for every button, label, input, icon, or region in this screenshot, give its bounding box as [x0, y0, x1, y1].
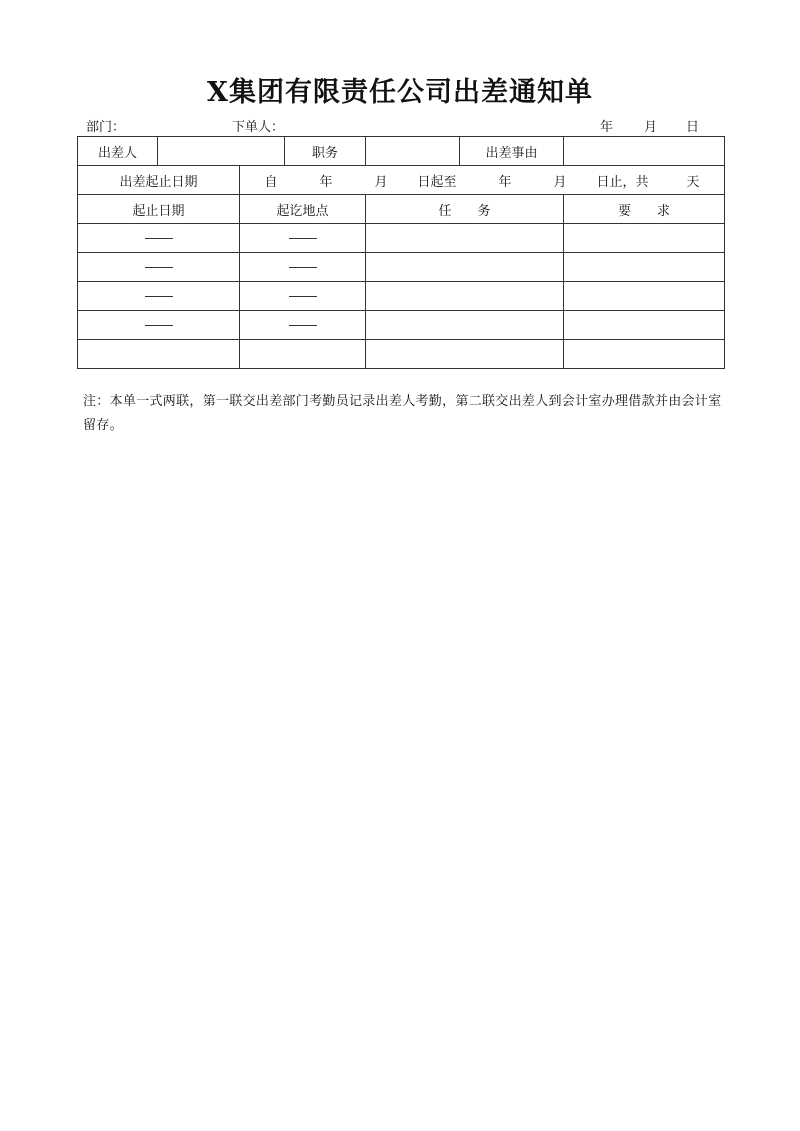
traveler-row [78, 137, 725, 166]
itinerary-row [78, 224, 725, 253]
period-day-end: 日止，共 [596, 174, 649, 190]
itinerary-header-row [78, 195, 725, 224]
places-cell[interactable] [240, 253, 366, 282]
period-value-cell[interactable] [240, 166, 725, 195]
dash-line [145, 238, 173, 239]
col-dates-header: 起止日期 [78, 195, 240, 224]
position-value-cell[interactable] [366, 137, 460, 166]
dash-line [289, 267, 317, 268]
dash-line [289, 325, 317, 326]
reason-label: 出差事由 [460, 137, 564, 166]
req-cell[interactable] [564, 311, 725, 340]
places-cell[interactable] [240, 340, 366, 369]
task-cell[interactable] [366, 224, 564, 253]
task-cell[interactable] [366, 253, 564, 282]
dash-line [145, 325, 173, 326]
period-year-1: 年 [319, 174, 333, 190]
task-cell[interactable] [366, 311, 564, 340]
task-cell[interactable] [366, 282, 564, 311]
traveler-label: 出差人 [78, 137, 158, 166]
footnote: 注：本单一式两联，第一联交出差部门考勤员记录出差人考勤，第二联交出差人到会计室办理借款并由会计室留存。 [83, 394, 722, 433]
period-row [78, 166, 725, 195]
req-cell[interactable] [564, 340, 725, 369]
period-from: 自 [264, 174, 278, 190]
period-days: 天 [686, 174, 700, 190]
position-label: 职务 [285, 137, 366, 166]
date-month-label: 月 [644, 120, 658, 135]
itinerary-row [78, 340, 725, 369]
dash-line [289, 238, 317, 239]
dates-cell[interactable] [78, 340, 240, 369]
period-month-1: 月 [374, 174, 388, 190]
req-cell[interactable] [564, 253, 725, 282]
col-req-header: 要 求 [564, 195, 725, 224]
travel-notice-form [77, 136, 725, 369]
places-cell[interactable] [240, 224, 366, 253]
itinerary-row [78, 282, 725, 311]
dates-cell[interactable] [78, 282, 240, 311]
places-cell[interactable] [240, 311, 366, 340]
col-places-header: 起讫地点 [240, 195, 366, 224]
period-label: 出差起止日期 [78, 166, 240, 195]
places-cell[interactable] [240, 282, 366, 311]
dates-cell[interactable] [78, 311, 240, 340]
dash-line [145, 267, 173, 268]
date-year-label: 年 [600, 120, 614, 135]
col-task-header: 任 务 [366, 195, 564, 224]
req-cell[interactable] [564, 282, 725, 311]
issuer-label: 下单人： [232, 120, 285, 135]
dash-line [289, 296, 317, 297]
task-cell[interactable] [366, 340, 564, 369]
itinerary-row [78, 311, 725, 340]
department-label: 部门： [86, 120, 126, 135]
dash-line [145, 296, 173, 297]
reason-value-cell[interactable] [564, 137, 725, 166]
itinerary-row [78, 253, 725, 282]
period-day-start: 日起至 [417, 174, 457, 190]
dates-cell[interactable] [78, 224, 240, 253]
document-title: X集团有限责任公司出差通知单 [207, 77, 593, 108]
req-cell[interactable] [564, 224, 725, 253]
period-month-2: 月 [553, 174, 567, 190]
dates-cell[interactable] [78, 253, 240, 282]
traveler-value-cell[interactable] [158, 137, 285, 166]
date-day-label: 日 [686, 120, 700, 135]
period-year-2: 年 [498, 174, 512, 190]
